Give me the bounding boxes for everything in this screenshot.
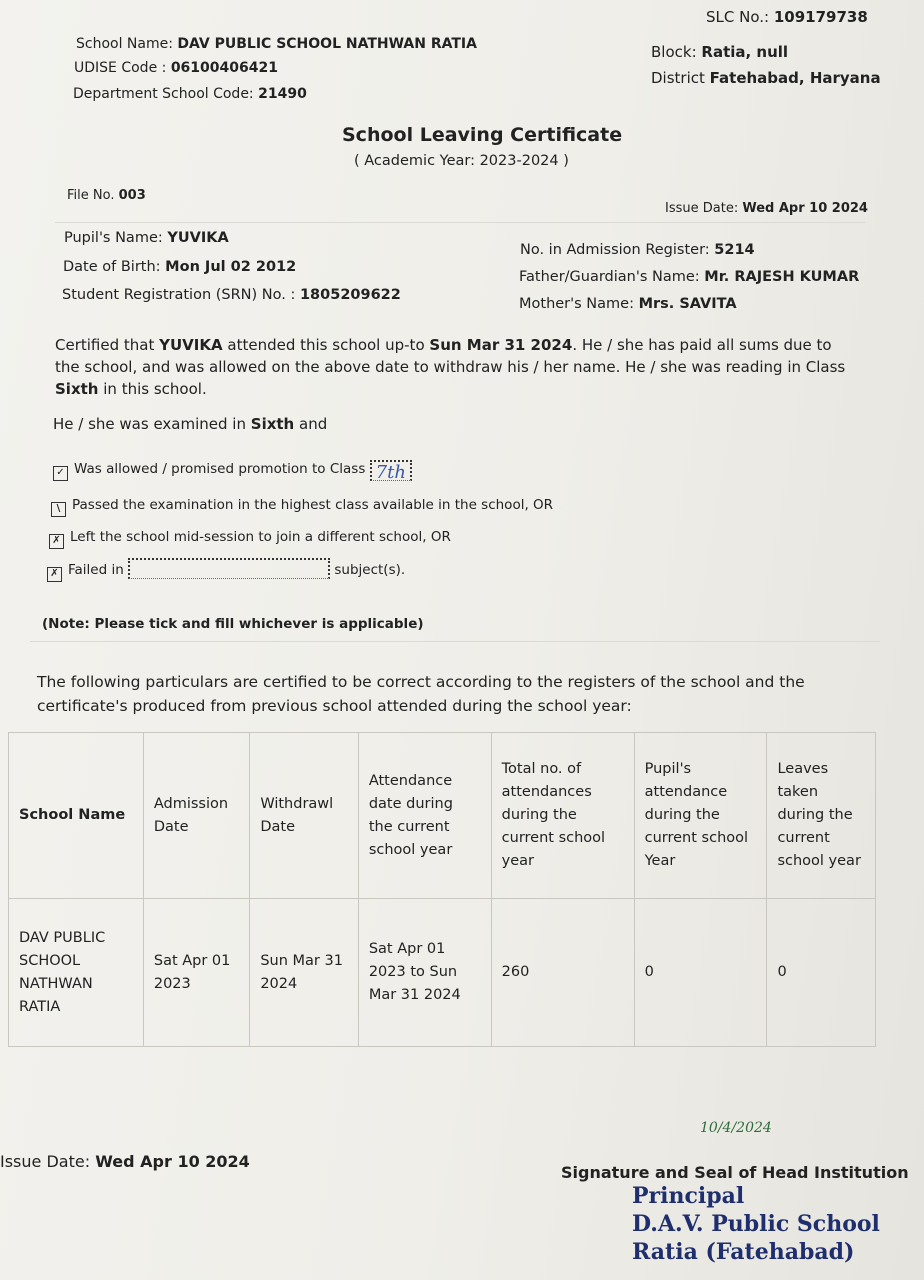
table-cell: Sun Mar 31 2024 bbox=[250, 899, 359, 1047]
block: Block: Ratia, null bbox=[651, 43, 789, 61]
option-failed: ✗ Failed in subject(s). bbox=[47, 558, 405, 582]
tick-checkbox[interactable]: ✗ bbox=[47, 567, 62, 582]
table-header: Admission Date bbox=[143, 733, 249, 899]
attendance-table bbox=[8, 732, 876, 1047]
table-row bbox=[9, 899, 876, 1047]
table-header: Pupil's attendance during the current school Year bbox=[634, 733, 767, 899]
file-number: File No. 003 bbox=[67, 188, 146, 203]
tick-checkbox[interactable]: ✗ bbox=[49, 534, 64, 549]
table-header: Withdrawl Date bbox=[250, 733, 359, 899]
note: (Note: Please tick and fill whichever is applicable) bbox=[42, 616, 424, 632]
certificate-title: School Leaving Certificate bbox=[342, 124, 623, 146]
promotion-class-field[interactable]: 7th bbox=[370, 460, 412, 481]
srn-number: Student Registration (SRN) No. : 1805209622 bbox=[62, 287, 401, 303]
failed-subjects-field[interactable] bbox=[128, 558, 330, 579]
option-passed: \ Passed the examination in the highest class available in the school, OR bbox=[51, 497, 553, 517]
mother-name: Mother's Name: Mrs. SAVITA bbox=[519, 296, 737, 312]
signature-label: Signature and Seal of Head Institution bbox=[561, 1163, 909, 1182]
academic-year: ( Academic Year: 2023-2024 ) bbox=[354, 153, 569, 169]
table-header: Attendance date during the current school year bbox=[358, 733, 491, 899]
admission-register: No. in Admission Register: 5214 bbox=[520, 242, 755, 258]
option-promotion: ✓ Was allowed / promised promotion to Class 7th bbox=[53, 460, 412, 481]
table-cell: 260 bbox=[491, 899, 634, 1047]
table-cell: 0 bbox=[634, 899, 767, 1047]
tick-checkbox[interactable]: \ bbox=[51, 502, 66, 517]
pupil-name: Pupil's Name: YUVIKA bbox=[64, 230, 229, 246]
issue-date-bottom: Issue Date: Wed Apr 10 2024 bbox=[0, 1152, 250, 1171]
table-header: Leaves taken during the current school year bbox=[767, 733, 876, 899]
divider bbox=[55, 222, 865, 223]
examined-line: He / she was examined in Sixth and bbox=[53, 415, 328, 433]
table-cell: Sat Apr 01 2023 bbox=[143, 899, 249, 1047]
tick-checkbox[interactable]: ✓ bbox=[53, 466, 68, 481]
slc-number: SLC No.: 109179738 bbox=[706, 8, 868, 26]
table-header: Total no. of attendances during the current school year bbox=[491, 733, 634, 899]
table-header-row bbox=[9, 733, 876, 899]
table-cell: DAV PUBLIC SCHOOL NATHWAN RATIA bbox=[9, 899, 144, 1047]
table-cell: Sat Apr 01 2023 to Sun Mar 31 2024 bbox=[358, 899, 491, 1047]
issue-date-top: Issue Date: Wed Apr 10 2024 bbox=[665, 201, 868, 216]
table-header: School Name bbox=[9, 733, 144, 899]
divider bbox=[30, 641, 880, 642]
option-left: ✗ Left the school mid-session to join a different school, OR bbox=[49, 529, 451, 549]
table-cell: 0 bbox=[767, 899, 876, 1047]
district: District Fatehabad, Haryana bbox=[651, 69, 881, 87]
principal-seal: Principal D.A.V. Public School Ratia (Fatehabad) bbox=[632, 1183, 880, 1265]
particulars-statement: The following particulars are certified to be correct according to the registers of the school and the certificate's produced from previous school attended during the school year: bbox=[37, 673, 805, 715]
father-name: Father/Guardian's Name: Mr. RAJESH KUMAR bbox=[519, 269, 860, 285]
handwritten-signature: 10/4/2024 bbox=[700, 1120, 772, 1136]
certification-paragraph: Certified that YUVIKA attended this school up-to Sun Mar 31 2024. He / she has paid all sums due to the school, and was allowed on the above date to withdraw his / her name. He / she was reading in Class Sixth in this school. bbox=[55, 336, 846, 398]
udise-code: UDISE Code : 06100406421 bbox=[74, 60, 278, 76]
date-of-birth: Date of Birth: Mon Jul 02 2012 bbox=[63, 259, 297, 275]
department-code: Department School Code: 21490 bbox=[73, 86, 307, 102]
school-name: School Name: DAV PUBLIC SCHOOL NATHWAN RATIA bbox=[76, 36, 477, 52]
